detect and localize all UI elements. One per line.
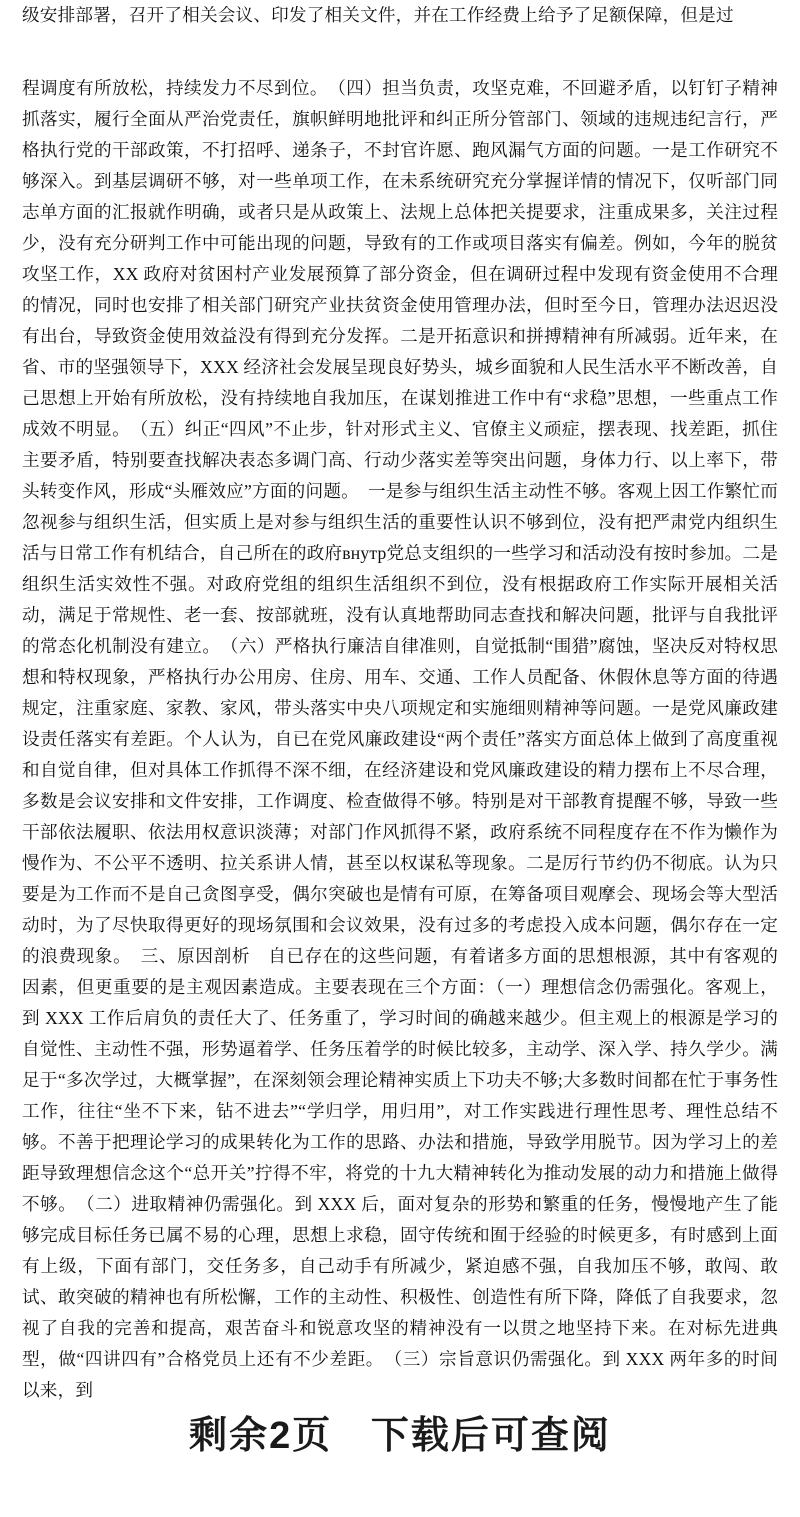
paragraph-main: 程调度有所放松，持续发力不尽到位。 （四）担当负责，攻坚克难，不回避矛盾，以钉钉子精神抓落实，履行全面从严治党责任，旗帜鲜明地批评和纠正所分管部门、领域的违规违纪言行，严格执行党的干部政策，不打招呼、递条子，不封官许愿、跑风漏气方面的问题。一是工作研究不够深入。到基层调研不够，对一些单项工作，在未系统研究充分掌握详情的情况下，仅听部门同志单方面的汇报就作明确，或者只是从政策上、法规上总体把关提要求，注重成果多，关注过程少，没有充分研判工作中可能出现的问题，导致有的工作或项目落实有偏差。例如，今年的脱贫攻坚工作，XX 政府对贫困村产业发展预算了部分资金，但在调研过程中发现有资金使用不合理的情况，同时也安排了相关部门研究产业扶贫资金使用管理办法，但时至今日，管理办法迟迟没有出台，导致资金使用效益没有得到充分发挥。二是开拓意识和拼搏精神有所减弱。近年来，在省、市的坚强领导下，XXX 经济社会发展呈现良好势头，城乡面貌和人民生活水平不断改善，自己思想上开始有所放松，没有持续地自我加压，在谋划推进工作中有“求稳”思想，一些重点工作成效不明显。 （五）纠正“四风”不止步，针对形式主义、官僚主义顽症，摆表现、找差距，抓住主要矛盾，特别要查找解决表态多调门高、行动少落实差等突出问题，身体力行、以上率下，带头转变作风，形成“头雁效应”方面的问题。 一是参与组织生活主动性不够。客观上因工作繁忙而忽视参与组织生活，但实质上是对参与组织生活的重要性认识不够到位，没有把严肃党内组织生活与日常工作有机结合，自己所在的政府внутр党总支组织的一些学习和活动没有按时参加。二是组织生活实效性不强。对政府党组的组织生活组织不到位，没有根据政府工作实际开展相关活动，满足于常规性、老一套、按部就班，没有认真地帮助同志查找和解决问题，批评与自我批评的常态化机制没有建立。 （六）严格执行廉洁自律准则，自觉抵制“围猎”腐蚀，坚决反对特权思想和特权现象，严格执行办公用房、住房、用车、交通、工作人员配备、休假休息等方面的待遇规定，注重家庭、家教、家风，带头落实中央八项规定和实施细则精神等问题。一是党风廉政建设责任落实有差距。个人认为，自已在党风廉政建设“两个责任”落实方面总体上做到了高度重视和自觉自律，但对具体工作抓得不深不细，在经济建设和党风廉政建设的精力摆布上不尽合理，多数是会议安排和文件安排，工作调度、检查做得不够。特别是对干部教育提醒不够，导致一些干部依法履职、依法用权意识淡薄；对部门作风抓得不紧，政府系统不同程度存在不作为懒作为慢作为、不公平不透明、拉关系讲人情，甚至以权谋私等现象。二是厉行节约仍不彻底。认为只要是为工作而不是自己贪图享受，偶尔突破也是情有可原，在筹备项目观摩会、现场会等大型活动时，为了尽快取得更好的现场氛围和会议效果，没有过多的考虑投入成本问题，偶尔存在一定的浪费现象。 三、原因剖析 自已存在的这些问题，有着诸多方面的思想根源，其中有客观的因素，但更重要的是主观因素造成。主要表现在三个方面：（一）理想信念仍需强化。客观上，到 XXX 工作后肩负的责任大了、任务重了，学习时间的确越来越少。但主观上的根源是学习的自觉性、主动性不强，形势逼着学、任务压着学的时候比较多，主动学、深入学、持久学少。满足于“多次学过，大概掌握”，在深刻领会理论精神实质上下功夫不够;大多数时间都在忙于事务性工作，往往“坐不下来，钻不进去”“学归学，用归用”，对工作实践进行理性思考、理性总结不够。不善于把理论学习的成果转化为工作的思路、办法和措施，导致学用脱节。因为学习上的差距导致理想信念这个“总开关”拧得不牢，将党的十九大精神转化为推动发展的动力和措施上做得不够。 （二）进取精神仍需强化。到 XXX 后，面对复杂的形势和繁重的任务，慢慢地产生了能够完成目标任务已属不易的心理，思想上求稳，固守传统和囿于经验的时候更多，有时感到上面有上级，下面有部门，交任务多，自己动手有所减少，紧迫感不强，自我加压不够，敢闯、敢试、敢突破的精神也有所松懈，工作的主动性、积极性、创造性有所下降，降低了自我要求，忽视了自我的完善和提高，艰苦奋斗和锐意攻坚的精神没有一以贯之地坚持下来。在对标先进典型，做“四讲四有”合格党员上还有不少差距。 （三）宗旨意识仍需强化。到 XXX 两年多的时间以来，到 <box>22 78 778 1400</box>
paragraph-continuation: 级安排部署，召开了相关会议、印发了相关文件，并在工作经费上给予了足额保障，但是过 <box>22 5 734 25</box>
download-hint-label[interactable]: 下载后可查阅 <box>370 1415 611 1457</box>
paragraph-spacer <box>22 31 778 73</box>
download-notice <box>0 1404 800 1459</box>
remaining-pages-label: 剩余2页 <box>189 1415 333 1457</box>
